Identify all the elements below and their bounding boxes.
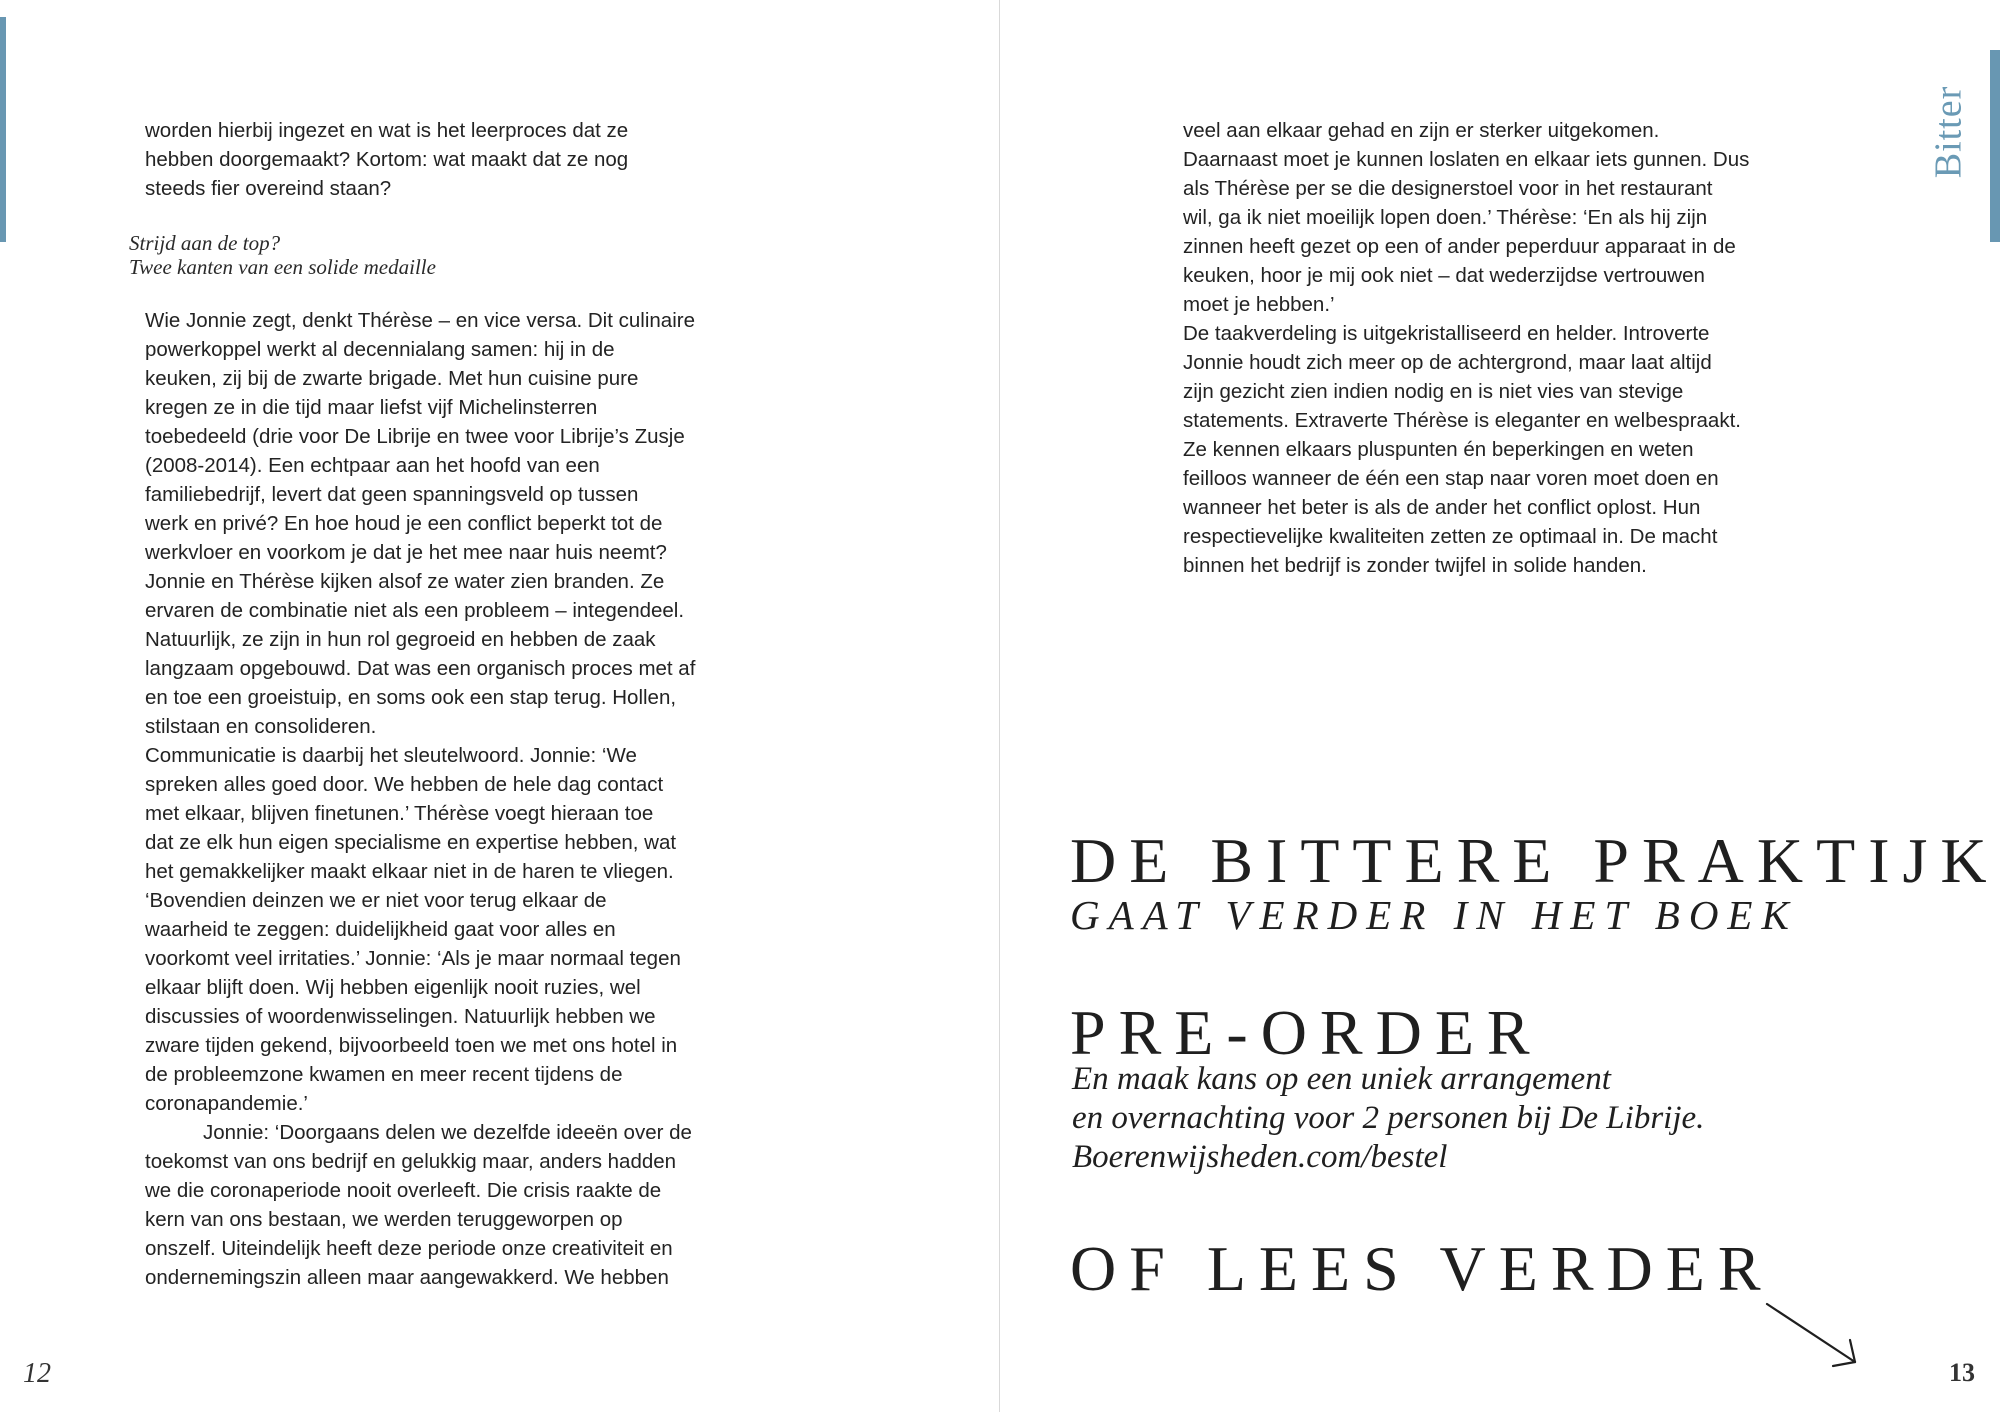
text-line: Daarnaast moet je kunnen loslaten en elkaar iets gunnen. Dus <box>1183 148 1750 171</box>
promo-line: en overnachting voor 2 personen bij De Librije. <box>1072 1100 1705 1136</box>
text-line: De taakverdeling is uitgekristalliseerd en helder. Introverte <box>1183 322 1710 345</box>
text-line: Communicatie is daarbij het sleutelwoord. Jonnie: ‘We <box>145 744 637 767</box>
promo-headline: DE BITTERE PRAKTIJK <box>1070 825 2000 896</box>
section-tab <box>1918 82 1978 182</box>
text-line: wanneer het beter is als de ander het conflict oplost. Hun <box>1183 496 1701 519</box>
text-line: moet je hebben.’ <box>1183 293 1335 316</box>
page-number-left: 12 <box>23 1358 51 1389</box>
text-line: discussies of woordenwisselingen. Natuurlijk hebben we <box>145 1005 656 1028</box>
text-line: steeds fier overeind staan? <box>145 177 392 200</box>
text-line: werk en privé? En hoe houd je een conflict beperkt tot de <box>145 512 663 535</box>
text-line: kregen ze in die tijd maar liefst vijf Michelinsterren <box>145 396 598 419</box>
text-line: wil, ga ik niet moeilijk lopen doen.’ Thérèse: ‘En als hij zijn <box>1183 206 1708 229</box>
text-line: spreken alles goed door. We hebben de hele dag contact <box>145 773 664 796</box>
text-line: toebedeeld (drie voor De Librije en twee voor Librije’s Zusje <box>145 425 685 448</box>
arrow-down-right-icon <box>1760 1296 1870 1376</box>
intro-paragraph <box>145 116 705 203</box>
text-line: Wie Jonnie zegt, denkt Thérèse – en vice versa. Dit culinaire <box>145 309 695 332</box>
preorder-promo <box>1072 1060 1704 1177</box>
article-body-right <box>1183 116 1823 580</box>
text-line: elkaar blijft doen. Wij hebben eigenlijk nooit ruzies, wel <box>145 976 641 999</box>
text-line: het gemakkelijker maakt elkaar niet in de haren te vliegen. <box>145 860 674 883</box>
text-line: statements. Extraverte Thérèse is eleganter en welbespraakt. <box>1183 409 1741 432</box>
article-body-left <box>145 306 745 1292</box>
text-line: coronapandemie.’ <box>145 1092 308 1115</box>
text-line: voorkomt veel irritaties.’ Jonnie: ‘Als je maar normaal tegen <box>145 947 681 970</box>
section-subheading <box>129 231 436 279</box>
section-tab-label: Bitter <box>1927 85 1970 179</box>
text-line: worden hierbij ingezet en wat is het leerproces dat ze <box>145 119 629 142</box>
text-line: waarheid te zeggen: duidelijkheid gaat voor alles en <box>145 918 616 941</box>
text-line: Jonnie en Thérèse kijken alsof ze water zien branden. Ze <box>145 570 665 593</box>
preorder-title: PRE-ORDER <box>1070 997 1543 1068</box>
section-tab-bar <box>1990 50 2000 242</box>
text-line: (2008-2014). Een echtpaar aan het hoofd van een <box>145 454 600 477</box>
text-line: als Thérèse per se die designerstoel voor in het restaurant <box>1183 177 1713 200</box>
promo-headline-sub: GAAT VERDER IN HET BOEK <box>1070 892 1798 938</box>
text-line: respectievelijke kwaliteiten zetten ze optimaal in. De macht <box>1183 525 1718 548</box>
text-line: familiebedrijf, levert dat geen spanningsveld op tussen <box>145 483 639 506</box>
text-line: dat ze elk hun eigen specialisme en expertise hebben, wat <box>145 831 677 854</box>
text-line: ondernemingszin alleen maar aangewakkerd. We hebben <box>145 1266 669 1289</box>
promo-line: En maak kans op een uniek arrangement <box>1072 1061 1611 1097</box>
text-line: Natuurlijk, ze zijn in hun rol gegroeid en hebben de zaak <box>145 628 656 651</box>
text-line: hebben doorgemaakt? Kortom: wat maakt dat ze nog <box>145 148 629 171</box>
text-line: stilstaan en consolideren. <box>145 715 377 738</box>
text-line: Ze kennen elkaars pluspunten én beperkingen en weten <box>1183 438 1694 461</box>
text-line: zijn gezicht zien indien nodig en is niet vies van stevige <box>1183 380 1684 403</box>
text-line: binnen het bedrijf is zonder twijfel in solide handen. <box>1183 554 1647 577</box>
text-line: met elkaar, blijven finetunen.’ Thérèse voegt hieraan toe <box>145 802 654 825</box>
promo-url[interactable]: Boerenwijsheden.com/bestel <box>1072 1139 1448 1175</box>
page-number-right: 13 <box>1949 1358 1975 1387</box>
text-line: werkvloer en voorkom je dat je het mee naar huis neemt? <box>145 541 667 564</box>
read-more-heading: OF LEES VERDER <box>1070 1233 1774 1304</box>
text-line: we die coronaperiode nooit overleeft. Die crisis raakte de <box>145 1179 662 1202</box>
text-line: feilloos wanneer de één een stap naar voren moet doen en <box>1183 467 1719 490</box>
accent-edge-bar <box>0 17 6 242</box>
text-line: de probleemzone kwamen en meer recent tijdens de <box>145 1063 623 1086</box>
text-line: toekomst van ons bedrijf en gelukkig maar, anders hadden <box>145 1150 677 1173</box>
text-line: veel aan elkaar gehad en zijn er sterker uitgekomen. <box>1183 119 1660 142</box>
text-line: zinnen heeft gezet op een of ander peperduur apparaat in de <box>1183 235 1736 258</box>
text-line-indented: Jonnie: ‘Doorgaans delen we dezelfde ideeën over de <box>203 1121 692 1144</box>
subheading-line: Twee kanten van een solide medaille <box>129 255 436 279</box>
text-line: langzaam opgebouwd. Dat was een organisch proces met af <box>145 657 696 680</box>
text-line: onszelf. Uiteindelijk heeft deze periode onze creativiteit en <box>145 1237 673 1260</box>
text-line: powerkoppel werkt al decennialang samen: hij in de <box>145 338 615 361</box>
subheading-line: Strijd aan de top? <box>129 231 281 255</box>
text-line: keuken, zij bij de zwarte brigade. Met hun cuisine pure <box>145 367 639 390</box>
text-line: keuken, hoor je mij ook niet – dat wederzijdse vertrouwen <box>1183 264 1705 287</box>
text-line: en toe een groeistuip, en soms ook een stap terug. Hollen, <box>145 686 677 709</box>
text-line: ervaren de combinatie niet als een probleem – integendeel. <box>145 599 685 622</box>
text-line: Jonnie houdt zich meer op de achtergrond, maar laat altijd <box>1183 351 1712 374</box>
text-line: kern van ons bestaan, we werden teruggeworpen op <box>145 1208 623 1231</box>
text-line: ‘Bovendien deinzen we er niet voor terug elkaar de <box>145 889 607 912</box>
text-line: zware tijden gekend, bijvoorbeeld toen we met ons hotel in <box>145 1034 678 1057</box>
